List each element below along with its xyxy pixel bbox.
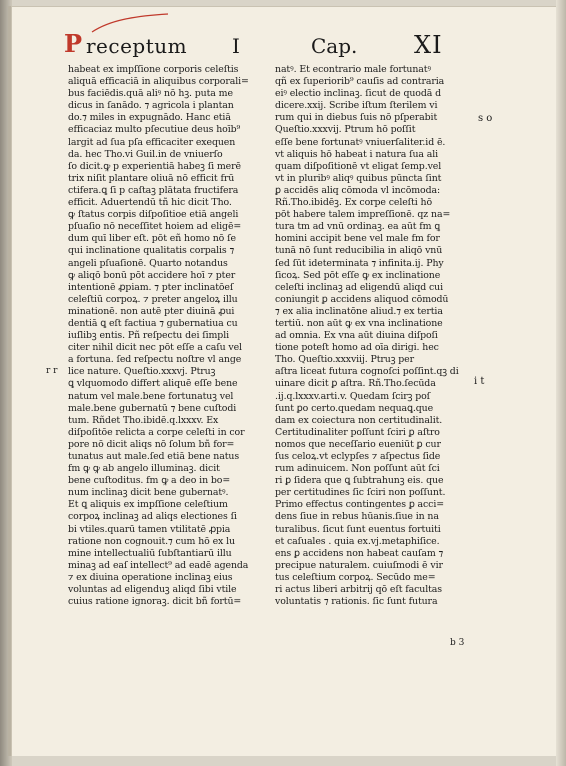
right-column-line: pōt habere talem impreſſionē. qz na= — [275, 209, 451, 221]
right-column-line: ⁊ ex alia inclinatōne aliud.⁊ ex tertia — [275, 305, 443, 317]
left-column-line: minationē. non autē pter diuinā ꝓui — [68, 305, 235, 317]
left-column-line: ratione non cognouit.⁊ cum hō ex lu — [68, 535, 235, 547]
right-column-line: turalibus. ſicut ſunt euentus fortuiti — [275, 523, 441, 535]
margin-note-left: r r — [46, 366, 58, 376]
left-column-line: tunatus aut male.ſed etiā bene natus — [68, 451, 240, 462]
right-column-line: tione poteſt homo ad oīa dirigi. hec — [275, 342, 439, 354]
right-column-line: tura tm ad vnū ordinaꝫ. ea aūt fm ꝗ — [275, 221, 441, 233]
right-column-line: vt in pluribꝰ aliqꝰ quibus pūncta ſint — [275, 172, 442, 184]
left-column-line: fm ꝙ ꝙ ab angelo illuminaꝫ. dicit — [68, 463, 220, 475]
right-column-line: qñ ex ſuperiorib⁹ cauſis ad contraria — [275, 76, 445, 88]
right-column-line: precipue naturalem. cuiuſmodi ē vir — [275, 559, 443, 571]
header-word: receptum — [86, 34, 188, 58]
left-column-line: iuſlibꝫ entis. Pñ reſpectu dei ſimpli — [68, 330, 229, 342]
right-column-line: voluntatis ⁊ rationis. ſic ſunt futura — [275, 596, 438, 608]
left-column-line: dum quī liber eſt. pōt eñ homo nō ſe — [68, 233, 236, 245]
left-column-line: a fortuna. ſed reſpectu noſtre vl ange — [68, 354, 242, 366]
left-column-line: aliquā efficaciā in aliquibus corporali= — [68, 76, 249, 88]
right-column-line: Tho. Queſtio.xxxviij. Ptruꝫ per — [275, 354, 415, 366]
right-column-line: ri actus liberi arbitrij qō eſt facultas — [275, 584, 443, 596]
right-column-line: ſunt ꝑo certo.quedam nequaꝗ.que — [275, 402, 434, 414]
right-column-line: quam diſpoſitionē vt eligat ſemp.vel — [275, 160, 442, 172]
right-column-line: .ij.q.lxxxv.arti.v. Quedam ſcirꝫ poſ — [275, 390, 431, 402]
right-column-line: per certitudines ſic ſciri non poſſunt. — [275, 487, 446, 499]
right-column-line: Queſtio.xxxvij. Ptrum hō poſſit — [275, 124, 416, 136]
margin-note-right-top: s o — [478, 113, 493, 124]
right-column-line: nomos que neceſſario eueniūt ꝑ cur — [275, 438, 441, 450]
left-column-line: bi vtiles.quarū tamen vtilitatē ꝓpia — [68, 523, 231, 535]
right-column-line: dicere.xxij. Scribe iſtum ſterilem vi — [275, 100, 438, 112]
right-column-line: celeſti inclinaꝫ ad eligendū aliqd cui — [275, 281, 444, 293]
left-column-line: lice nature. Queſtio.xxxvj. Ptruꝫ — [68, 366, 216, 378]
left-column-line: do.⁊ miles in expugnādo. Hanc etiā — [68, 112, 231, 124]
left-column-line: voluntas ad eligenduꝫ aliqd ſibi vtile — [68, 584, 237, 596]
left-column-line: Et ꝗ aliquis ex impſſione celeſtium — [68, 499, 228, 511]
right-column-line: ſed ſūt ideterminata ⁊ infinita.ij. Phy — [275, 257, 444, 269]
page-edge — [556, 0, 566, 766]
right-column-line: ri ꝑ ſidera que ꝗ ſubtrahunꝫ eis. que — [275, 475, 444, 487]
left-column-line: efficaciaz multo pſecutiue deus hoīb⁹ — [68, 124, 241, 136]
running-header — [64, 30, 464, 60]
left-column-line: tum. Rñdet Tho.ibidē.q.lxxxv. Ex — [68, 414, 219, 426]
right-column-line: natꝰ. Et econtrario male fortunatꝰ — [275, 64, 431, 75]
right-column-line: et caſuales . quia ex.vj.metaphiſice. — [275, 535, 440, 547]
header-cap: Cap. — [311, 34, 358, 58]
left-column-line: dentiā ꝗ eſt factiua ⁊ gubernatiua cu — [68, 317, 238, 329]
red-ink-flourish-icon — [90, 12, 170, 34]
left-column-line: intentionē ꝓpiam. ⁊ pter inclinatōeſ — [68, 281, 234, 293]
right-column-line: coniungit ꝑ accidens aliquod cōmodū — [275, 293, 449, 305]
right-column-line: ad omnia. Ex vna aūt diuina diſpoſi — [275, 330, 438, 342]
left-column-line: efficit. Aduertendū tñ hic dicit Tho. — [68, 197, 232, 209]
right-column-line: ens ꝑ accidens non habeat cauſam ⁊ — [275, 547, 444, 559]
rubricated-initial: P — [64, 29, 83, 58]
margin-note-right-middle: i t — [474, 376, 485, 387]
right-column-line: Primo effectus contingentes ꝑ acci= — [275, 499, 444, 511]
left-column-line: cuius ratione ignoraꝫ. dicit bñ fortū= — [68, 596, 242, 608]
right-column-line: uinare dicit ꝑ aſtra. Rñ.Tho.ſecūda — [275, 378, 436, 390]
left-column-line: ⁊ ex diuina operatione inclinaꝫ eius — [68, 571, 233, 583]
right-column-line: tus celeſtium corpoꝝ. Secūdo me= — [275, 571, 436, 583]
left-column-line: celeſtiū corpoꝝ. ⁊ preter angeloꝝ illu — [68, 293, 238, 305]
left-column-line: ſo dicit.ꝙ p experientiā habeꝫ ſi merē — [68, 160, 241, 172]
right-column-line: dens ſiue in rebus hūanis.ſiue in na — [275, 511, 439, 523]
left-column-line: pſuaſio nō neceſſitet hoiem ad eligē= — [68, 221, 242, 233]
left-column-line: diſpoſitōe relicta a corpe celeſti in cor — [68, 426, 245, 438]
left-column-line: citer nihil dicit nec pōt eſſe a caſu vel — [68, 342, 242, 354]
right-column-line: dam ex coiectura non certitudinalit. — [275, 414, 443, 426]
header-chapter-number: XI — [414, 31, 443, 59]
left-column-line: dicus in ſanādo. ⁊ agricola i plantan — [68, 100, 234, 112]
left-column-line: pore nō dicit aliqs nō ſolum bñ for= — [68, 438, 235, 450]
right-column-line: Rñ.Tho.ibidēꝫ. Ex corpe celeſti hō — [275, 197, 432, 209]
right-column-line: aſtra liceat futura cognoſci poſſint.qꝫ di — [275, 366, 459, 378]
right-column-line: eiꝰ electio inclinaꝫ. ſicut de quodā d — [275, 88, 441, 100]
left-column-line: qui inclinatione qualitatis corpalis ⁊ — [68, 245, 235, 257]
left-column-line: num inclinaꝫ dicit bene gubernatꝰ. — [68, 487, 229, 499]
signature-mark: b 3 — [450, 638, 465, 648]
left-column-line: corpoꝝ inclinaꝫ ad aliqs electiones ſi — [68, 511, 237, 523]
left-column-line: trix niſit plantare oliuā nō efficit frū — [68, 172, 235, 184]
right-column-line: ꝑ accidēs aliq cōmoda vl incōmoda: — [275, 184, 441, 196]
left-column-line: ꝙ ſtatus corpis diſpoſitioe etiā angeli — [68, 209, 239, 221]
left-column-line: minaꝫ ad eaſ intellect⁹ ad eadē agenda — [68, 559, 249, 571]
left-column-line: habeat ex impſſione corporis celeſtis — [68, 64, 239, 75]
left-column-line: largit ad ſua pſa efficaciter exequen — [68, 136, 236, 148]
right-column-line: ſus celoꝝ.vt eclypſes ⁊ aſpectus ſide — [275, 451, 441, 462]
right-column-line: ſicoꝝ. Sed pōt eſſe ꝙ ex inclinatione — [275, 269, 441, 281]
right-column-line: eſſe bene fortunatꝰ vniuerſaliter.id ē. — [275, 136, 446, 148]
left-column-line: mine intellectualiū ſubſtantiarū illu — [68, 547, 232, 559]
left-column-line: bus faciēdis.quā aliꝰ nō hꝫ. puta me — [68, 88, 233, 100]
left-column-line: natum vel male.bene fortunatuꝫ vel — [68, 390, 234, 402]
left-column-line: bene cuſtoditus. fm ꝙ a deo in bo= — [68, 475, 231, 487]
right-column-line: rum qui in diebus ſuis nō pſperabit — [275, 112, 438, 124]
right-column-line: homini accipit bene vel male fm for — [275, 233, 440, 245]
right-text-column — [275, 64, 470, 608]
right-column-line: rum adinuicem. Non poſſunt aūt ſci — [275, 463, 440, 475]
left-column-line: male.bene gubernatū ⁊ bene cuſtodi — [68, 402, 237, 414]
right-column-line: Certitudinaliter poſſunt ſciri ꝑ aſtro — [275, 426, 440, 438]
left-column-line: angeli pſuaſionē. Quarto notandus — [68, 257, 228, 269]
right-column-line: vt aliquis hō habeat i natura ſua ali — [275, 148, 439, 160]
header-book-number: I — [232, 34, 240, 58]
right-column-line: tertiū. non aūt ꝙ ex vna inclinatione — [275, 317, 443, 329]
left-column-line: ctifera.ꝗ ſi p caſtaꝫ plātata fructifera — [68, 184, 239, 196]
left-column-line: da. hec Tho.vi Guil.in de vniuerſo — [68, 148, 223, 160]
left-column-line: ꝗ vlquomodo differt aliquē eſſe bene — [68, 378, 238, 390]
left-column-line: ꝙ aliqō bonū pōt accidere hoī ⁊ pter — [68, 269, 236, 281]
left-text-column — [68, 64, 264, 608]
right-column-line: tunā nō ſunt reducibilia in aliqō vnū — [275, 245, 443, 257]
